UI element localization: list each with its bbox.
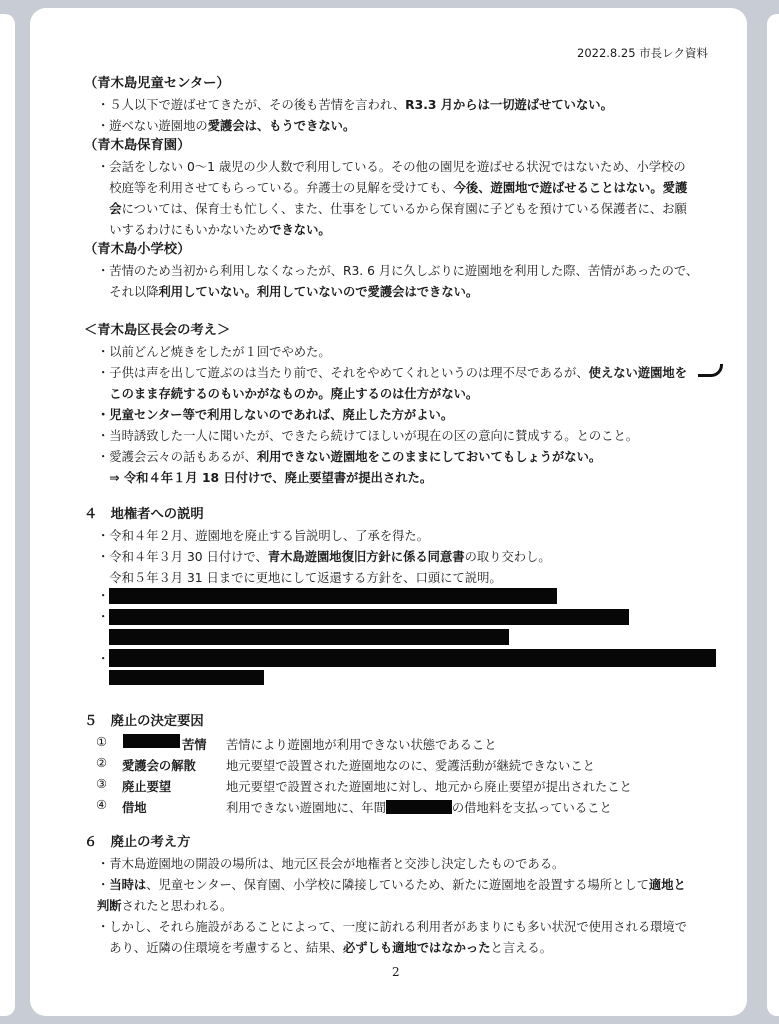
center-line-1: ・５人以下で遊ばせてきたが、その後も苦情を言われ、R3.3 月からは一切遊ばせていない。 [97,98,613,112]
factor-number: ④ [96,798,108,812]
factor-description: 地元要望で設置された遊園地なのに、愛護活動が継続できないこと [226,759,595,773]
redaction-block [109,609,629,625]
council-line-4: ・児童センター等で利用しないのであれば、廃止した方がよい。 [97,408,454,422]
section6-line-3: 判断されたと思われる。 [97,899,233,913]
handwritten-mark [698,364,723,377]
section6-line-1: ・青木島遊園地の開設の場所は、地元区長会が地権者と交渉し決定したものである。 [97,857,565,871]
council-line-1: ・以前どんど焼きをしたが１回でやめた。 [97,345,331,359]
factor-description: 苦情により遊園地が利用できない状態であること [226,738,497,752]
council-line-5: ・当時誘致した一人に聞いたが、できたら続けてほしいが現在の区の意向に賛成する。とのこと。 [97,429,639,443]
heading-section-4: ４ 地権者への説明 [84,507,204,522]
council-line-2: ・子供は声を出して遊ぶのは当たり前で、それをやめてくれというのは理不尽であるが、使えない遊園地を [97,366,688,380]
factor-label: 廃止要望 [122,780,172,794]
redacted-bullet-2: ・ [97,610,110,624]
factor-label: 苦情 [182,738,207,752]
date-label: 2022.8.25 市長レク資料 [577,46,708,60]
redacted-bullet-1: ・ [97,589,110,603]
redaction-block [123,734,180,748]
previous-page-edge [0,14,15,1016]
heading-section-6: ６ 廃止の考え方 [84,835,191,850]
factor-label: 愛護会の解散 [122,759,196,773]
next-page-edge [767,14,779,1016]
factor-label: 借地 [122,801,147,815]
heading-ward-council: ＜青木島区長会の考え＞ [84,323,231,338]
section4-line-1: ・令和４年２月、遊園地を廃止する旨説明し、了承を得た。 [97,529,430,543]
document-page [30,8,747,1016]
nursery-line-3: 会については、保育士も忙しく、また、仕事をしているから保育園に子どもを預けている保護者に、お願 [97,202,687,216]
redaction-block [109,649,716,667]
redaction-block [109,629,509,645]
school-line-1: ・苦情のため当初から利用しなくなったが、R3. 6 月に久しぶりに遊園地を利用した際、苦情があったので、 [97,264,699,278]
factor-number: ② [96,756,108,770]
council-line-3: このまま存続するのもいかがなものか。廃止するのは仕方がない。 [97,387,479,401]
redaction-block [109,670,264,685]
nursery-line-1: ・会話をしない 0～1 歳児の少人数で利用している。その他の園児を遊ばせる状況ではないため、小学校の [97,160,686,174]
redaction-block [109,588,557,604]
nursery-line-2: 校庭等を利用させてもらっている。弁護士の見解を受けても、今後、遊園地で遊ばせることはない。愛護 [97,181,688,195]
redaction-block [386,800,452,814]
section6-line-4: ・しかし、それら施設があることによって、一度に訪れる利用者があまりにも多い状況で使用される環境で [97,920,688,934]
factor-number: ① [96,735,108,749]
heading-elementary-school: （青木島小学校） [84,242,191,257]
section4-line-3: 令和５年３月 31 日までに更地にして返還する方針を、口頭にて説明。 [97,571,502,585]
council-line-6: ・愛護会云々の話もあるが、利用できない遊園地をこのままにしておいてもしょうがない。 [97,450,602,464]
redacted-bullet-3: ・ [97,652,110,666]
section4-line-2: ・令和４年３月 30 日付けで、青木島遊園地復旧方針に係る同意書の取り交わし。 [97,550,551,564]
heading-children-center: （青木島児童センター） [84,76,230,91]
council-line-7: ⇒ 令和４年１月 18 日付けで、廃止要望書が提出された。 [97,471,433,485]
heading-nursery: （青木島保育園） [84,138,191,153]
factor-description: 地元要望で設置された遊園地に対し、地元から廃止要望が提出されたこと [226,780,632,794]
factor-description: 利用できない遊園地に、年間 の借地料を支払っていること [226,801,612,815]
page-number: 2 [392,965,400,979]
center-line-2: ・遊べない遊園地の愛護会は、もうできない。 [97,119,356,133]
nursery-line-4: いするわけにもいかないためできない。 [97,223,331,237]
section6-line-5: あり、近隣の住環境を考慮すると、結果、必ずしも適地ではなかったと言える。 [97,941,553,955]
school-line-2: それ以降利用していない。利用していないので愛護会はできない。 [97,285,479,299]
heading-section-5: ５ 廃止の決定要因 [84,714,204,729]
section6-line-2: ・当時は、児童センター、保育園、小学校に隣接しているため、新たに遊園地を設置する場所として適地と [97,878,686,892]
factor-number: ③ [96,777,108,791]
